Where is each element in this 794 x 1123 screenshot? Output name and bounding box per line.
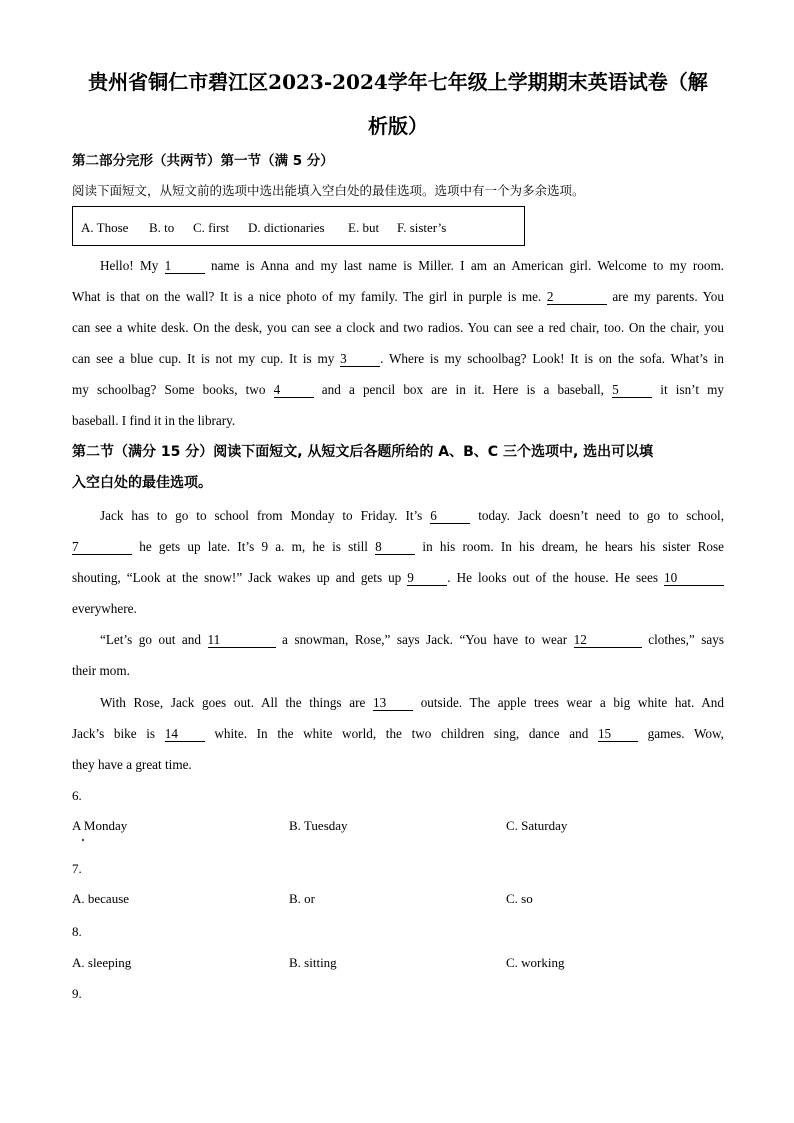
question-6-option-a: A Monday xyxy=(72,818,128,833)
blank-2: 2 xyxy=(547,290,607,305)
blank-3: 3 xyxy=(340,352,380,367)
passage2-line-6: their mom. xyxy=(72,663,130,678)
passage2-line-2: 7 he gets up late. It’s 9 a. m, he is still 8 in his room. In his dream, he hears his sister Rose xyxy=(72,539,724,554)
blank-12: 12 xyxy=(574,633,642,648)
question-number: 7. xyxy=(72,861,82,876)
section1-heading: 第二部分完形（共两节）第一节（满 5 分） xyxy=(72,153,334,169)
option-d: D. dictionaries xyxy=(248,220,325,235)
question-7-option-a: A. because xyxy=(72,891,130,906)
question-6-option-b: B. Tuesday xyxy=(289,818,348,833)
blank-10: 10 xyxy=(664,571,724,586)
blank-13: 13 xyxy=(373,696,413,711)
blank-15: 15 xyxy=(598,727,638,742)
question-number: 6. xyxy=(72,788,82,803)
question-number: 9. xyxy=(72,986,82,1001)
passage2-line-7: With Rose, Jack goes out. All the things are 13 outside. The apple trees wear a big white hat. And xyxy=(100,695,724,710)
blank-8: 8 xyxy=(375,540,415,555)
passage2-line-9: they have a great time. xyxy=(72,757,192,772)
passage2-line-1: Jack has to go to school from Monday to Friday. It’s 6 today. Jack doesn’t need to go to school, xyxy=(100,508,725,523)
section2-heading-line-2: 入空白处的最佳选项。 xyxy=(72,475,212,491)
stray-dot xyxy=(82,839,84,841)
blank-14: 14 xyxy=(165,727,205,742)
passage1-line-6: baseball. I find it in the library. xyxy=(72,413,236,428)
option-f: F. sister’s xyxy=(397,220,447,235)
passage2-line-3: shouting, “Look at the snow!” Jack wakes up and gets up 9 . He looks out of the house. He sees 10 xyxy=(72,569,724,587)
page-title-line-1: 贵州省铜仁市碧江区2023-2024学年七年级上学期期末英语试卷（解 xyxy=(88,70,708,94)
option-e: E. but xyxy=(348,220,380,235)
section2-heading-line-1: 第二节（满分 15 分）阅读下面短文, 从短文后各题所给的 A、B、C 三个选项中, 选出可以填 xyxy=(72,444,654,460)
option-box xyxy=(72,206,525,246)
section1-instruction: 阅读下面短文，从短文前的选项中选出能填入空白处的最佳选项。选项中有一个为多余选项。 xyxy=(72,183,585,198)
passage1-line-2: What is that on the wall? It is a nice photo of my family. The girl in purple is me. 2 are my parents. You xyxy=(72,289,724,304)
passage2-line-5: “Let’s go out and 11 a snowman, Rose,” says Jack. “You have to wear 12 clothes,” says xyxy=(100,632,724,647)
blank-9: 9 xyxy=(407,571,447,586)
question-7-option-c: C. so xyxy=(506,891,533,906)
passage1-line-1: Hello! My 1 name is Anna and my last name is Miller. I am an American girl. Welcome to my room. xyxy=(100,258,724,273)
option-b: B. to xyxy=(149,220,175,235)
question-8-option-c: C. working xyxy=(506,955,565,970)
passage1-line-5: my schoolbag? Some books, two 4 and a pencil box are in it. Here is a baseball, 5 it isn’t my xyxy=(72,382,724,397)
question-number: 8. xyxy=(72,924,82,939)
option-c: C. first xyxy=(193,220,230,235)
option-a: A. Those xyxy=(81,220,129,235)
blank-6: 6 xyxy=(430,509,470,524)
question-8-option-a: A. sleeping xyxy=(72,955,132,970)
page-title-line-2: 析版） xyxy=(368,114,428,138)
passage2-line-8: Jack’s bike is 14 white. In the white world, the two children sing, dance and 15 games. Wow, xyxy=(72,726,724,741)
passage1-line-4: can see a blue cup. It is not my cup. It is my 3 . Where is my schoolbag? Look! It is on the sofa. What’s in xyxy=(72,351,724,366)
question-6-option-c: C. Saturday xyxy=(506,818,568,833)
blank-4: 4 xyxy=(274,383,314,398)
blank-1: 1 xyxy=(165,259,205,274)
blank-11: 11 xyxy=(208,633,276,648)
blank-7: 7 xyxy=(72,540,132,555)
question-8-option-b: B. sitting xyxy=(289,955,337,970)
question-7-option-b: B. or xyxy=(289,891,315,906)
blank-5: 5 xyxy=(612,383,652,398)
passage2-line-4: everywhere. xyxy=(72,601,137,616)
passage1-line-3: can see a white desk. On the desk, you can see a clock and two radios. You can see a red chair, too. On the chair, you xyxy=(72,320,724,335)
